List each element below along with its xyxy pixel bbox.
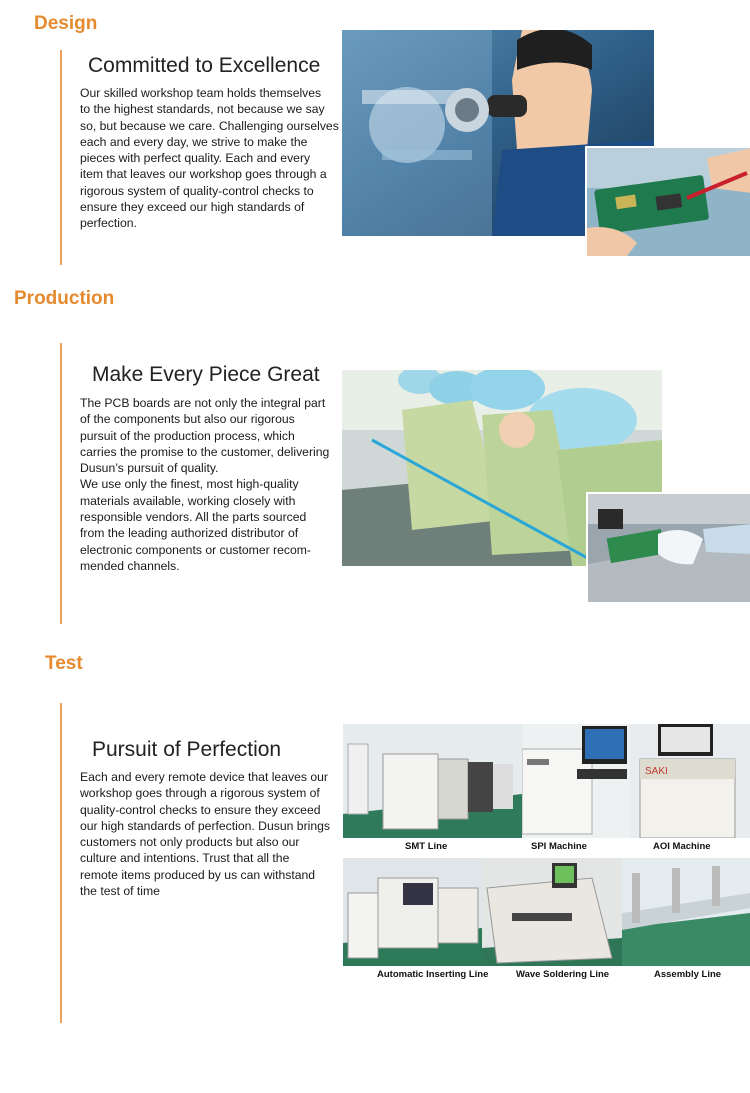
smt-line-photo	[343, 724, 522, 838]
section-title: Committed to Excellence	[88, 54, 321, 77]
photo-caption: Wave Soldering Line	[516, 969, 610, 980]
section-paragraph: The PCB boards are not only the integral part of the components but also our rigorous pursuit of the production process, which carries the promise to the customer, delivering Dusun’s pursuit of quality. We use only the finest, most high-quality materials available, working closely with responsible vendors. All the parts sourced from the leading authorized distributor of electronic components or customer recom- mended channels.	[80, 396, 330, 573]
section-title: Pursuit of Perfection	[92, 738, 282, 761]
section-label-design: Design	[34, 13, 98, 34]
wave-soldering-line-photo	[482, 858, 622, 966]
section-paragraph: Our skilled workshop team holds themselves to the highest standards, not because we say so, but because we care. Challenging ourselves each and every day, we strive to make the pieces with perfect quality. Each and every item that leaves our workshop goes through a rigorous system of quality-control checks to ensure they exceed our high standards of perfection.	[80, 86, 339, 231]
photo-caption: SPI Machine	[531, 841, 587, 852]
automatic-inserting-line-photo	[343, 858, 482, 966]
spi-machine-photo	[522, 724, 630, 838]
photo-caption: SMT Line	[405, 841, 448, 852]
section-paragraph: Each and every remote device that leaves our workshop goes through a rigorous system of quality-control checks to ensure they exceed our high standards of perfection. Dusun brings customers not only products but also our culture and intentions. Trust that all the remote items produced by us can withstand the test of time	[80, 770, 330, 899]
section-divider-line	[60, 343, 62, 624]
pcb-handling-photo	[586, 492, 750, 604]
section-divider-line	[60, 50, 62, 265]
machine-brand-text: SAKI	[645, 766, 668, 777]
section-title: Make Every Piece Great	[92, 363, 320, 386]
section-divider-line	[60, 703, 62, 1023]
assembly-line-photo	[622, 858, 750, 966]
photo-caption: Assembly Line	[654, 969, 722, 980]
pcb-probe-photo	[585, 146, 750, 258]
section-label-test: Test	[45, 653, 83, 674]
photo-caption: Automatic Inserting Line	[377, 969, 489, 980]
aoi-machine-photo	[630, 724, 750, 838]
photo-caption: AOI Machine	[653, 841, 711, 852]
section-label-production: Production	[14, 288, 115, 309]
